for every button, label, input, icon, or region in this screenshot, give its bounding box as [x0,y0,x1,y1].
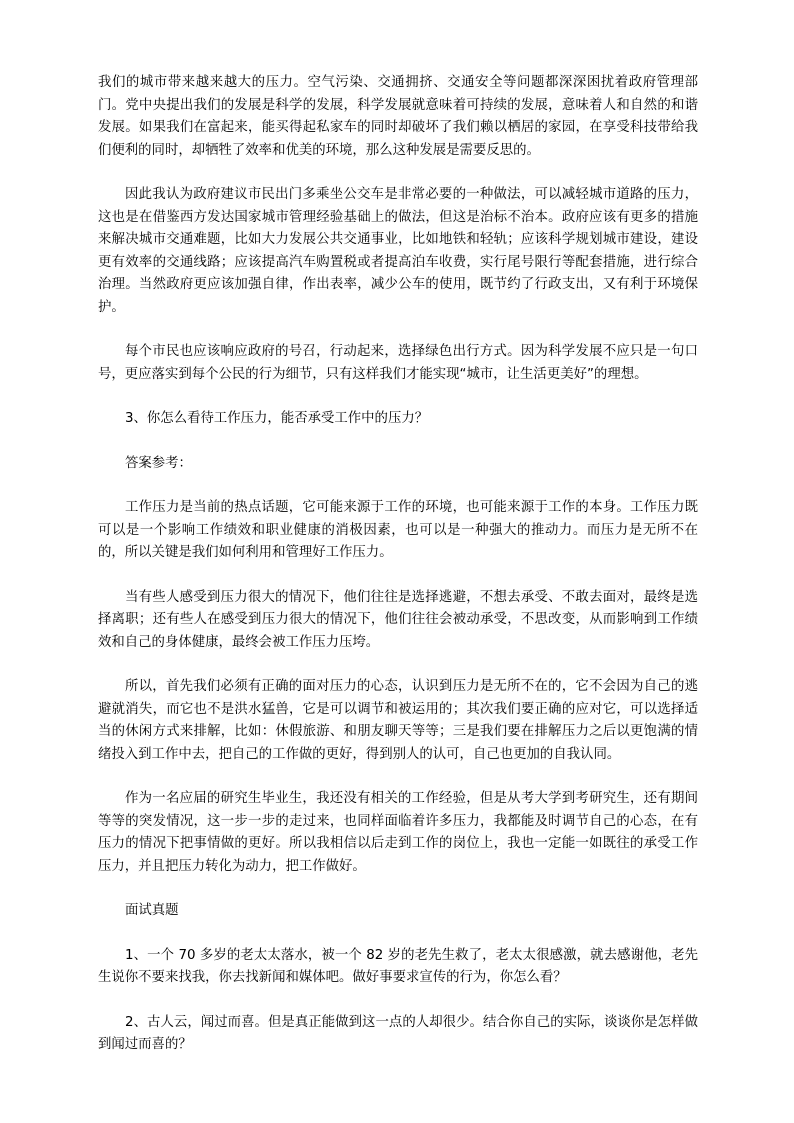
question-hear-criticism: 2、古人云，闻过而喜。但是真正能做到这一点的人却很少。结合你自己的实际，谈谈你是怎样做到闻过而喜的？ [98,1014,698,1052]
question-old-lady-rescue: 1、一个 70 多岁的老太太落水，被一个 82 岁的老先生救了，老太太很感激，就去感谢他，老先生说你不要来找我，你去找新闻和媒体吧。做好事要求宣传的行为，你怎么看？ [98,947,698,985]
question-work-pressure: 3、你怎么看待工作压力，能否承受工作中的压力？ [125,411,429,426]
paragraph-right-attitude: 所以，首先我们必须有正确的面对压力的心态，认识到压力是无所不在的，它不会因为自己的逃避就消失，而它也不是洪水猛兽，它是可以调节和被运用的；其次我们要正确的应对它，可以选择适当的休闲方式来排解，比如：休假旅游、和朋友聊天等等；三是我们要在排解压力之后以更饱满的情绪投入到工作中去，把自己的工作做的更好，得到别人的认可，自己也更加的自我认同。 [98,679,698,762]
paragraph-escape-pressure: 当有些人感受到压力很大的情况下，他们往往是选择逃避，不想去承受、不敢去面对，最终是选择离职；还有些人在感受到压力很大的情况下，他们往往会被动承受，不思改变，从而影响到工作绩效和自己的身体健康，最终会被工作压力压垮。 [98,589,698,650]
answer-reference-label: 答案参考： [125,455,192,471]
document-page [98,72,698,1079]
section-heading-interview-questions: 面试真题 [125,903,179,918]
paragraph-graduate-experience: 作为一名应届的研究生毕业生，我还没有相关的工作经验，但是从考大学到考研究生，还有期间等等的突发情况，这一步一步的走过来，也同样面临着许多压力，我都能及时调节自己的心态，在有压力的情况下把事情做的更好。所以我相信以后走到工作的岗位上，我也一定能一如既往的承受工作压力，并且把压力转化为动力，把工作做好。 [98,791,698,874]
paragraph-public-transport: 因此我认为政府建议市民出门多乘坐公交车是非常必要的一种做法，可以减轻城市道路的压力，这也是在借鉴西方发达国家城市管理经验基础上的做法，但这是治标不治本。政府应该有更多的措施来解决城市交通难题，比如大力发展公共交通事业，比如地铁和轻轨；应该科学规划城市建设，建设更有效率的交通线路；应该提高汽车购置税或者提高泊车收费，实行尾号限行等配套措施，进行综合治理。当然政府更应该加强自律，作出表率，减少公车的使用，既节约了行政支出，又有利于环境保护。 [98,187,698,315]
paragraph-traffic-pressure: 我们的城市带来越来越大的压力。空气污染、交通拥挤、交通安全等问题都深深困扰着政府管理部门。党中央提出我们的发展是科学的发展，科学发展就意味着可持续的发展，意味着人和自然的和谐发展。如果我们在富起来，能买得起私家车的同时却破坏了我们赖以栖居的家园，在享受科技带给我们便利的同时，却牺牲了效率和优美的环境，那么这种发展是需要反思的。 [98,75,698,158]
paragraph-citizens-green-travel: 每个市民也应该响应政府的号召，行动起来，选择绿色出行方式。因为科学发展不应只是一句口号，更应落实到每个公民的行为细节，只有这样我们才能实现“城市，让生活更美好”的理想。 [98,344,698,382]
paragraph-work-pressure-intro: 工作压力是当前的热点话题，它可能来源于工作的环境，也可能来源于工作的本身。工作压力既可以是一个影响工作绩效和职业健康的消极因素，也可以是一种强大的推动力。而压力是无所不在的，所以关键是我们如何利用和管理好工作压力。 [98,500,698,560]
